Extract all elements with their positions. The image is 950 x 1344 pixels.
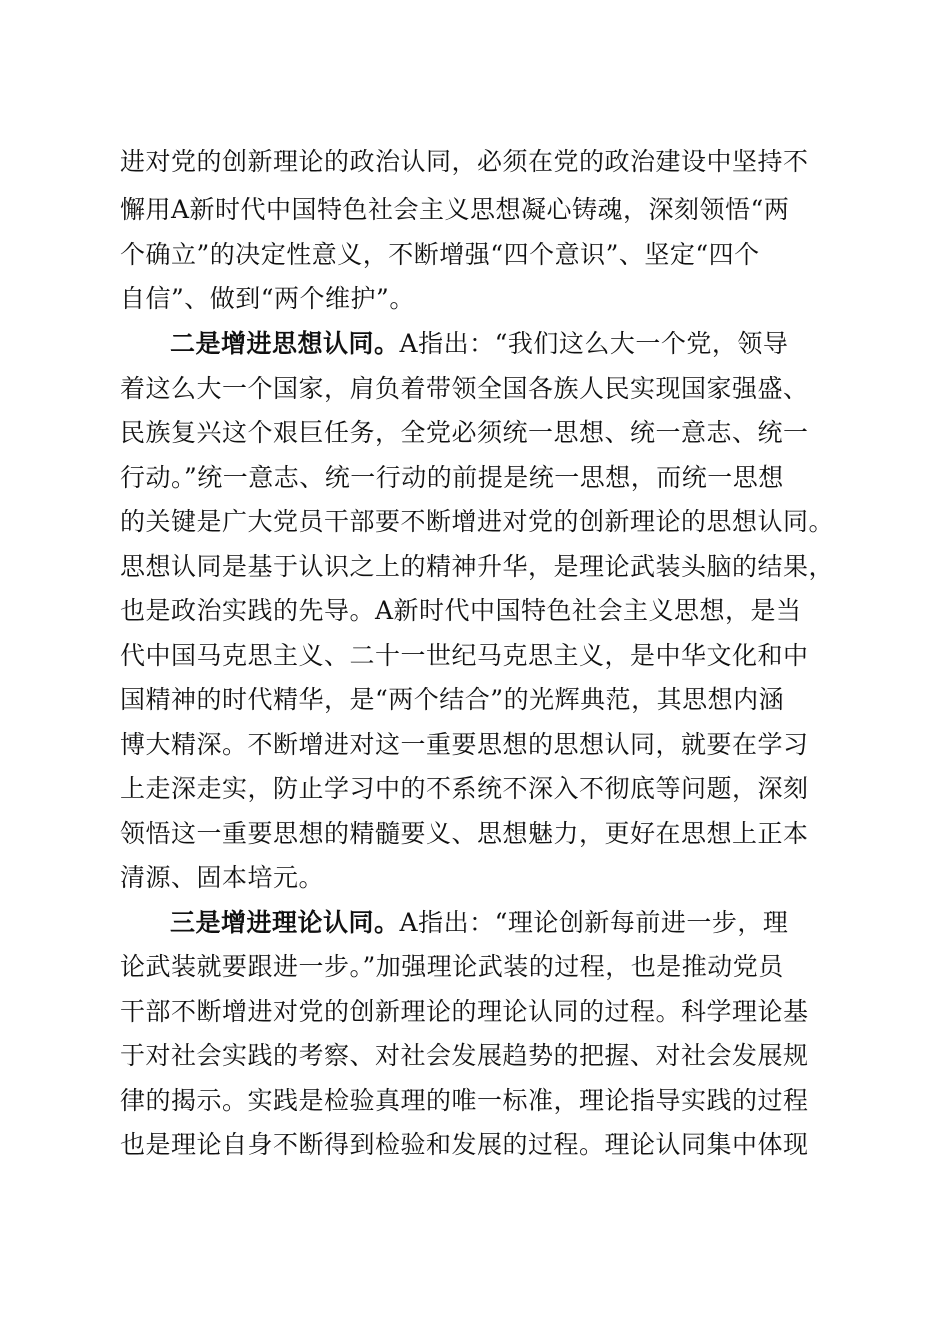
text-line: 清源、固本培元。 <box>120 863 325 892</box>
paragraph-heading: 三是增进理论认同。 <box>170 908 400 937</box>
text-line: 也是政治实践的先导。A新时代中国特色社会主义思想，是当 <box>120 596 802 625</box>
text-line: 律的揭示。实践是检验真理的唯一标准，理论指导实践的过程 <box>120 1086 809 1115</box>
text-line: 上走深走实，防止学习中的不系统不深入不彻底等问题，深刻 <box>120 774 809 803</box>
text-line: 自信”、做到“两个维护”。 <box>120 284 415 313</box>
text-line: 思想认同是基于认识之上的精神升华，是理论武装头脑的结果， <box>120 552 835 581</box>
text-line: 行动。”统一意志、统一行动的前提是统一思想，而统一思想 <box>120 463 784 492</box>
text-line: 国精神的时代精华，是“两个结合”的光辉典范，其思想内涵 <box>120 685 785 714</box>
text-run: A指出：“理论创新每前进一步，理 <box>399 908 789 937</box>
text-line: 领悟这一重要思想的精髓要义、思想魅力，更好在思想上正本 <box>120 819 809 848</box>
text-run: A指出：“我们这么大一个党，领导 <box>399 329 789 358</box>
paragraph-first-line <box>170 324 840 364</box>
text-line: 着这么大一个国家，肩负着带领全国各族人民实现国家强盛、 <box>120 374 809 403</box>
text-line: 于对社会实践的考察、对社会发展趋势的把握、对社会发展规 <box>120 1041 809 1070</box>
text-line: 懈用A新时代中国特色社会主义思想凝心铸魂，深刻领悟“两 <box>120 195 790 224</box>
paragraph-heading: 二是增进思想认同。 <box>170 329 400 358</box>
text-line: 干部不断增进对党的创新理论的理论认同的过程。科学理论基 <box>120 997 809 1026</box>
text-line: 民族复兴这个艰巨任务，全党必须统一思想、统一意志、统一 <box>120 418 809 447</box>
text-line: 论武装就要跟进一步。”加强理论武装的过程，也是推动党员 <box>120 952 784 981</box>
text-line: 也是理论自身不断得到检验和发展的过程。理论认同集中体现 <box>120 1130 809 1159</box>
text-line: 进对党的创新理论的政治认同，必须在党的政治建设中坚持不 <box>120 147 809 176</box>
text-line: 个确立”的决定性意义，不断增强“四个意识”、坚定“四个 <box>120 240 760 269</box>
text-line: 代中国马克思主义、二十一世纪马克思主义，是中华文化和中 <box>120 641 809 670</box>
paragraph-first-line <box>170 903 840 943</box>
text-line: 博大精深。不断增进对这一重要思想的思想认同，就要在学习 <box>120 730 809 759</box>
text-line: 的关键是广大党员干部要不断增进对党的创新理论的思想认同。 <box>120 507 835 536</box>
